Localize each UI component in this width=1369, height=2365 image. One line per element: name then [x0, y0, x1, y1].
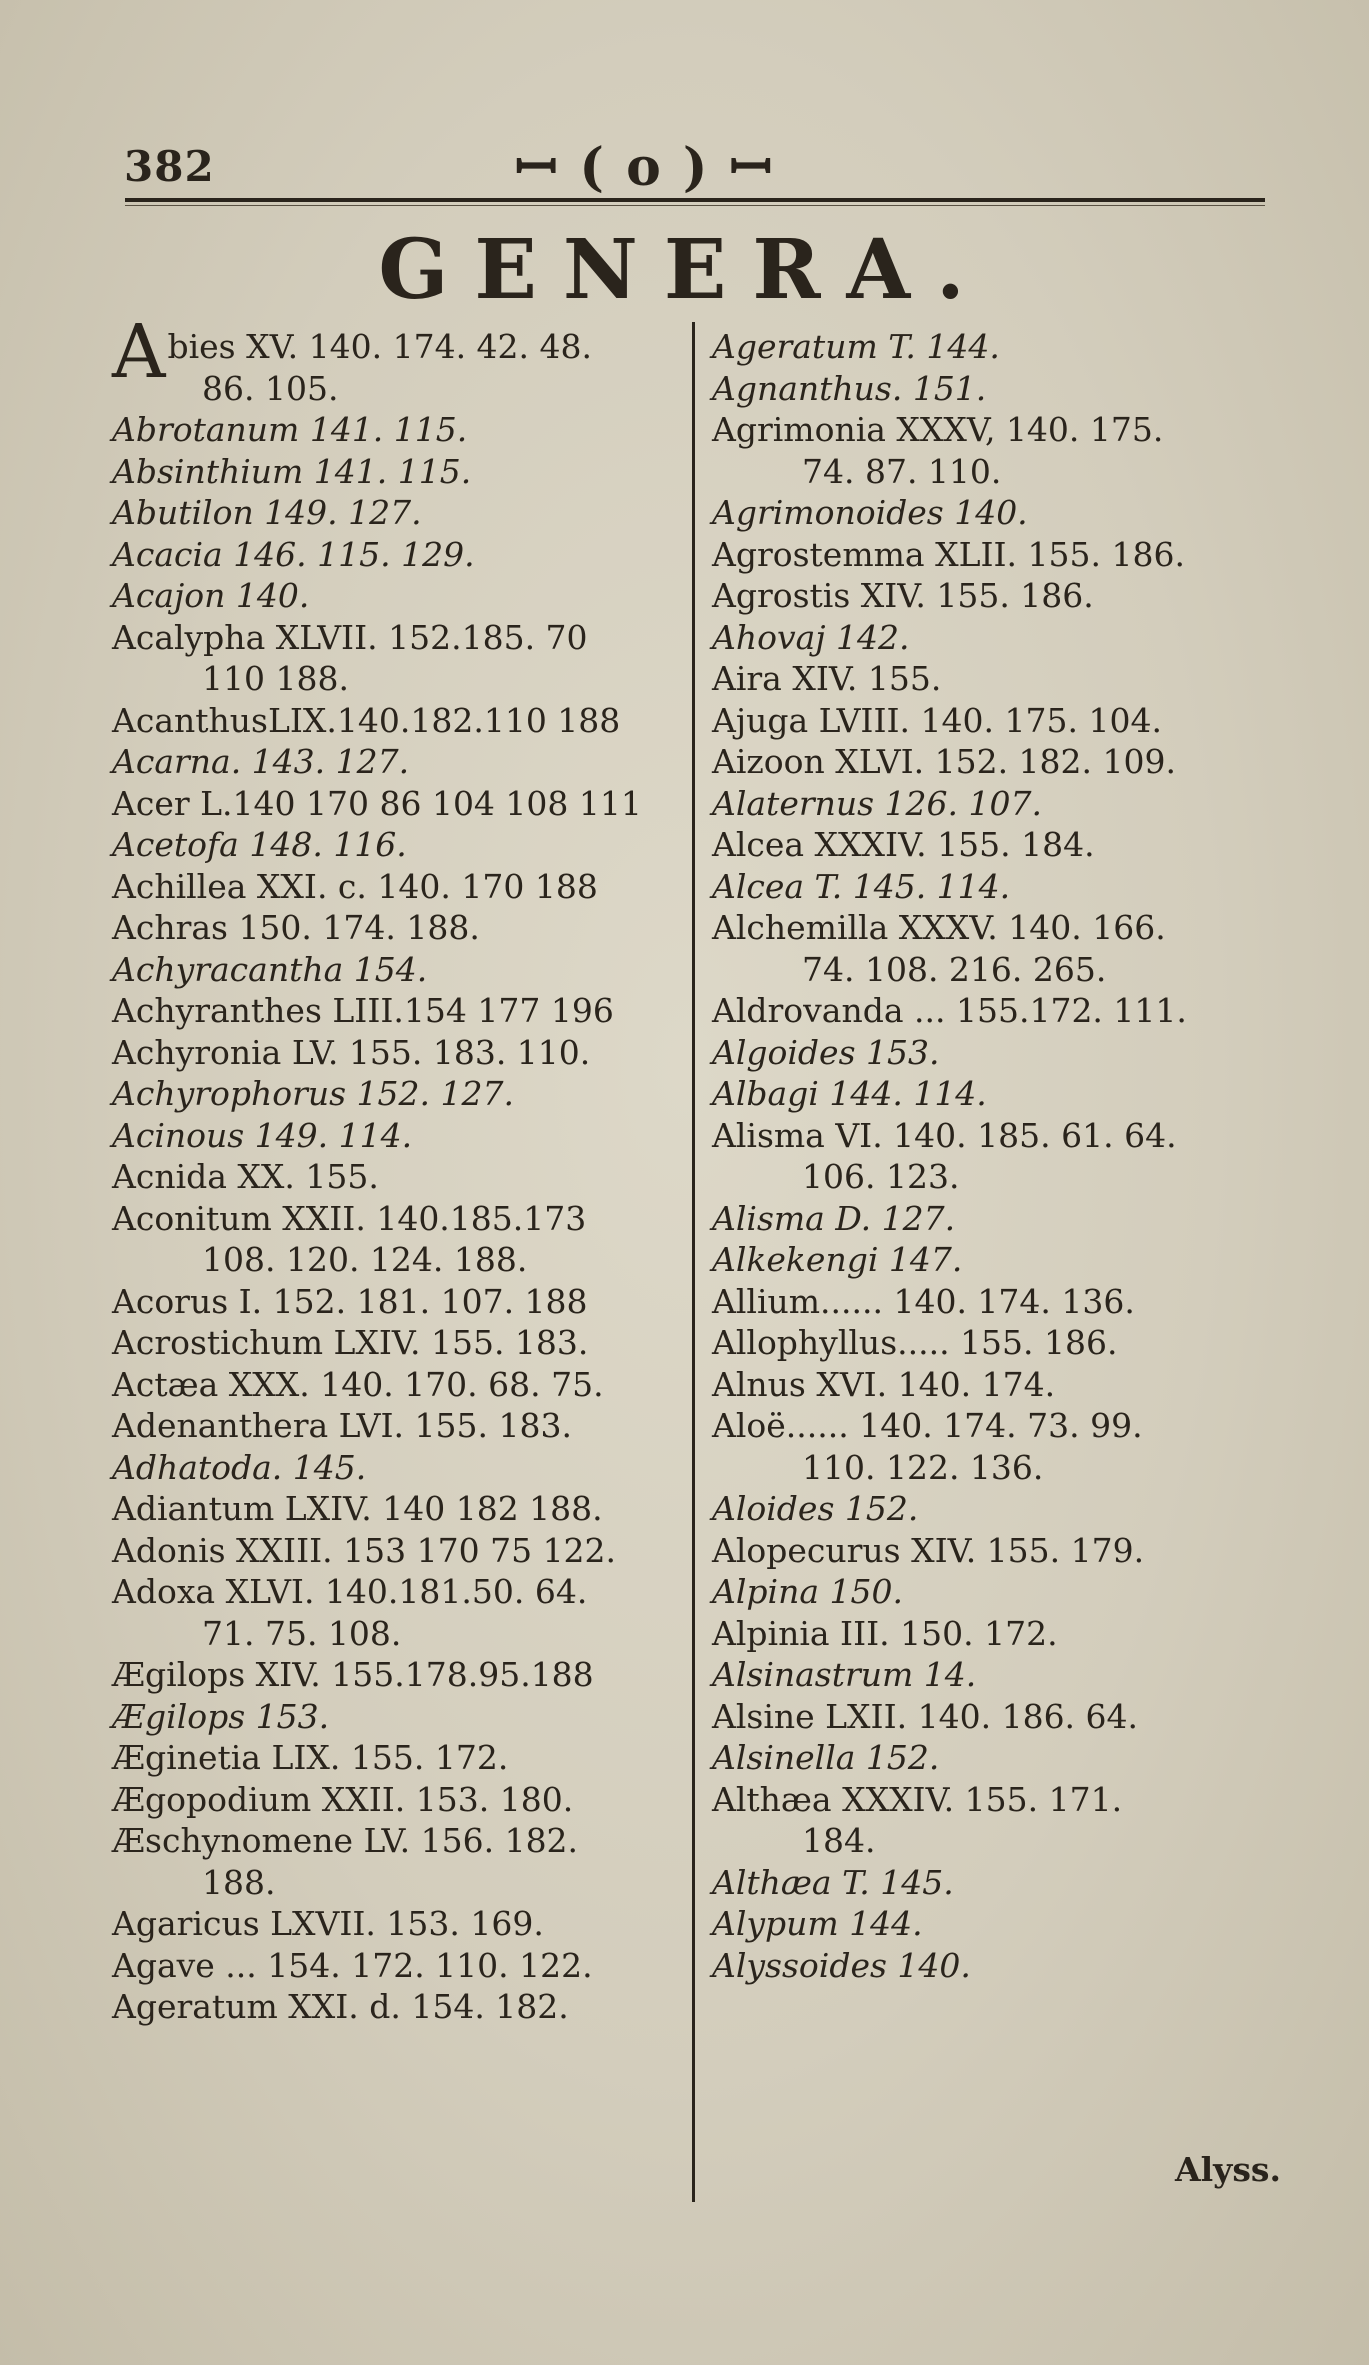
index-entry-text: Acer L.140 170 86 104 108 111	[112, 783, 642, 823]
index-entry-text: Agnanthus. 151.	[712, 368, 987, 408]
index-entry	[112, 949, 692, 991]
index-entry-text: Agaricus LXVII. 153. 169.	[112, 1904, 544, 1943]
index-entry-text: Alpina 150.	[712, 1572, 903, 1611]
index-entry-text: Alnus XVI. 140. 174.	[712, 1364, 1056, 1404]
index-entry	[712, 534, 1282, 576]
index-entry	[712, 949, 1282, 991]
index-entry-text: 108. 120. 124. 188.	[202, 1240, 528, 1279]
index-entry-text: 71. 75. 108.	[202, 1613, 402, 1653]
index-entry-text: Althæa T. 145.	[712, 1862, 954, 1902]
catchword: Alyss.	[1175, 2150, 1281, 2189]
index-entry	[112, 1364, 692, 1406]
index-entry	[712, 1862, 1282, 1904]
right-column	[712, 326, 1282, 1986]
index-entry	[112, 534, 692, 576]
index-entry-text: Achyrophorus 152. 127.	[112, 1074, 514, 1113]
drop-cap: A	[112, 309, 166, 395]
index-entry-text: Alisma VI. 140. 185. 61. 64.	[712, 1115, 1177, 1155]
index-entry	[112, 1156, 692, 1198]
index-entry-text: 188.	[202, 1862, 276, 1902]
index-entry	[112, 1696, 692, 1738]
index-entry	[712, 1405, 1282, 1447]
index-entry-text: Aloides 152.	[712, 1489, 919, 1528]
index-entry-text: Alisma D. 127.	[712, 1198, 956, 1238]
index-entry-text: Alypum 144.	[712, 1904, 923, 1943]
index-entry-text: 110. 122. 136.	[802, 1447, 1044, 1487]
index-entry-text: Alcea XXXIV. 155. 184.	[712, 825, 1095, 864]
index-entry-text: Ageratum T. 144.	[712, 327, 1000, 366]
index-entry	[112, 1945, 692, 1987]
index-entry	[712, 907, 1282, 949]
index-entry	[712, 1820, 1282, 1862]
index-entry-text: Agrimonia XXXV, 140. 175.	[712, 410, 1164, 449]
index-entry	[112, 1281, 692, 1323]
index-entry	[712, 1779, 1282, 1821]
index-entry-text: Ægilops XIV. 155.178.95.188	[112, 1655, 594, 1694]
index-entry	[112, 783, 692, 825]
index-entry	[712, 1322, 1282, 1364]
index-entry	[712, 1156, 1282, 1198]
index-entry-text: Aldrovanda ... 155.172. 111.	[712, 991, 1187, 1030]
index-entry	[712, 1613, 1282, 1655]
index-entry	[112, 990, 692, 1032]
header-ornament: ꟷ ( o ) ꟷ	[515, 137, 774, 198]
index-entry-text: Alkekengi 147.	[712, 1240, 963, 1279]
index-entry	[712, 451, 1282, 493]
page-number: 382	[124, 142, 215, 191]
index-entry	[112, 409, 692, 451]
index-entry	[712, 990, 1282, 1032]
index-entry-text: Adhatoda. 145.	[112, 1447, 367, 1487]
index-entry	[712, 1488, 1282, 1530]
index-entry	[712, 326, 1282, 368]
index-entry	[112, 1073, 692, 1115]
index-entry	[112, 1447, 692, 1489]
index-entry-text: Agave ... 154. 172. 110. 122.	[112, 1945, 593, 1985]
index-entry	[112, 368, 692, 410]
index-entry-text: Acetofa 148. 116.	[112, 825, 407, 864]
index-entry-text: 184.	[802, 1821, 876, 1860]
column-divider	[692, 322, 695, 2202]
index-entry	[112, 492, 692, 534]
index-entry-text: Actæa XXX. 140. 170. 68. 75.	[112, 1364, 604, 1404]
index-entry	[112, 1903, 692, 1945]
index-entry-text: 110 188.	[202, 659, 349, 698]
index-entry-text: Allium...... 140. 174. 136.	[712, 1281, 1135, 1321]
index-entry-text: 106. 123.	[802, 1157, 960, 1196]
index-entry	[112, 1032, 692, 1074]
index-entry-text: Ægilops 153.	[112, 1696, 330, 1736]
index-entry-text: Achillea XXI. c. 140. 170 188	[112, 866, 598, 906]
index-entry-text: Aira XIV. 155.	[712, 659, 942, 698]
index-entry	[112, 658, 692, 700]
index-entry-text: Ajuga LVIII. 140. 175. 104.	[712, 700, 1162, 740]
index-entry-text: 86. 105.	[202, 368, 339, 408]
index-entry-text: Acinous 149. 114.	[112, 1115, 413, 1155]
index-entry-text: Algoides 153.	[712, 1032, 940, 1072]
index-entry	[112, 451, 692, 493]
index-entry-text: Acalypha XLVII. 152.185. 70	[112, 617, 588, 657]
index-entry	[112, 1239, 692, 1281]
index-entry-text: Abutilon 149. 127.	[112, 493, 422, 532]
index-entry	[712, 783, 1282, 825]
index-entry-text: 74. 108. 216. 265.	[802, 949, 1107, 989]
index-entry	[712, 1654, 1282, 1696]
index-entry	[112, 1862, 692, 1904]
index-entry	[112, 741, 692, 783]
index-entry	[712, 824, 1282, 866]
index-entry	[112, 1820, 692, 1862]
index-entry	[112, 575, 692, 617]
index-entry-text: Acrostichum LXIV. 155. 183.	[112, 1323, 589, 1362]
index-entry-text: Achyracantha 154.	[112, 949, 428, 989]
index-entry-text: Adonis XXIII. 153 170 75 122.	[112, 1530, 617, 1570]
index-entry-text: Adiantum LXIV. 140 182 188.	[112, 1489, 603, 1528]
index-entry-text: Acajon 140.	[112, 576, 310, 615]
index-entry-text: bies XV. 140. 174. 42. 48.	[167, 327, 593, 366]
index-entry-text: Aizoon XLVI. 152. 182. 109.	[712, 742, 1176, 781]
index-entry	[712, 1447, 1282, 1489]
index-entry-text: Achyronia LV. 155. 183. 110.	[112, 1032, 591, 1072]
left-column	[112, 309, 692, 2028]
index-entry-text: Ahovaj 142.	[712, 617, 910, 657]
index-entry	[712, 1073, 1282, 1115]
header-rule	[125, 198, 1265, 202]
index-entry-text: Absinthium 141. 115.	[112, 451, 472, 491]
index-entry	[712, 1281, 1282, 1323]
index-entry-text: Alopecurus XIV. 155. 179.	[712, 1530, 1145, 1570]
index-entry	[712, 658, 1282, 700]
index-entry-text: Achyranthes LIII.154 177 196	[112, 991, 614, 1030]
index-entry-text: Alyssoides 140.	[712, 1945, 971, 1985]
index-entry	[712, 1032, 1282, 1074]
index-entry-text: Alsine LXII. 140. 186. 64.	[712, 1696, 1139, 1736]
index-entry	[712, 741, 1282, 783]
index-entry-text: Ageratum XXI. d. 154. 182.	[112, 1987, 569, 2026]
index-entry	[112, 1613, 692, 1655]
index-entry	[112, 1322, 692, 1364]
index-entry	[712, 492, 1282, 534]
index-entry	[112, 866, 692, 908]
index-entry	[112, 1198, 692, 1240]
index-entry	[712, 1737, 1282, 1779]
index-entry	[112, 1986, 692, 2028]
index-entry-text: Æschynomene LV. 156. 182.	[112, 1821, 579, 1860]
index-entry	[712, 409, 1282, 451]
index-entry-text: 74. 87. 110.	[802, 451, 1002, 491]
index-entry-text: Alpinia III. 150. 172.	[712, 1613, 1058, 1653]
index-entry	[712, 1530, 1282, 1572]
index-entry	[112, 1571, 692, 1613]
index-entry-text: Alsinella 152.	[712, 1738, 940, 1777]
index-entry-text: Acorus I. 152. 181. 107. 188	[112, 1281, 588, 1321]
index-entry-text: Allophyllus..... 155. 186.	[712, 1323, 1118, 1362]
index-entry	[712, 700, 1282, 742]
index-entry	[112, 1654, 692, 1696]
index-entry	[112, 700, 692, 742]
index-entry-text: Alchemilla XXXV. 140. 166.	[712, 908, 1166, 947]
index-entry	[112, 824, 692, 866]
index-entry	[712, 617, 1282, 659]
index-entry	[112, 1488, 692, 1530]
index-entry-text: Alcea T. 145. 114.	[712, 866, 1011, 906]
index-entry-text: Acarna. 143. 127.	[112, 742, 410, 781]
index-entry-text: Albagi 144. 114.	[712, 1074, 987, 1113]
index-entry-text: Agrostemma XLII. 155. 186.	[712, 534, 1185, 574]
index-entry-text: Alaternus 126. 107.	[712, 783, 1042, 823]
index-entry-text: Abrotanum 141. 115.	[112, 410, 468, 449]
index-entry	[712, 1571, 1282, 1613]
index-entry	[712, 368, 1282, 410]
index-entry	[112, 1737, 692, 1779]
index-entry-text: Agrimonoides 140.	[712, 493, 1028, 532]
index-entry	[112, 1530, 692, 1572]
index-entry-text: Ægopodium XXII. 153. 180.	[112, 1779, 574, 1819]
index-entry-text: Agrostis XIV. 155. 186.	[712, 576, 1094, 615]
index-entry-text: Althæa XXXIV. 155. 171.	[712, 1779, 1123, 1819]
index-entry-text: Adoxa XLVI. 140.181.50. 64.	[112, 1572, 588, 1611]
index-entry	[712, 1696, 1282, 1738]
index-entry-text: Aconitum XXII. 140.185.173	[112, 1198, 587, 1238]
index-entry-text: Alsinastrum 14.	[712, 1655, 977, 1694]
index-entry-text: AcanthusLIX.140.182.110 188	[112, 700, 621, 740]
index-entry	[712, 1239, 1282, 1281]
index-entry	[112, 617, 692, 659]
index-entry-text: Achras 150. 174. 188.	[112, 908, 480, 947]
index-entry	[712, 575, 1282, 617]
index-entry	[112, 1115, 692, 1157]
index-entry	[712, 1364, 1282, 1406]
index-entry-text: Acnida XX. 155.	[112, 1157, 379, 1196]
index-entry	[712, 1198, 1282, 1240]
index-entry-text: Æginetia LIX. 155. 172.	[112, 1738, 509, 1777]
index-entry	[712, 1903, 1282, 1945]
index-entry	[712, 1115, 1282, 1157]
index-entry-text: Adenanthera LVI. 155. 183.	[112, 1406, 572, 1445]
index-entry-text: Aloë...... 140. 174. 73. 99.	[712, 1406, 1143, 1445]
index-entry-text: Acacia 146. 115. 129.	[112, 534, 475, 574]
index-entry	[112, 1405, 692, 1447]
index-entry	[712, 866, 1282, 908]
index-entry	[712, 1945, 1282, 1987]
index-entry	[112, 1779, 692, 1821]
header-rule-thin	[125, 205, 1265, 206]
index-entry	[112, 907, 692, 949]
page-title: GENERA.	[378, 222, 991, 318]
page-header	[120, 130, 1260, 200]
